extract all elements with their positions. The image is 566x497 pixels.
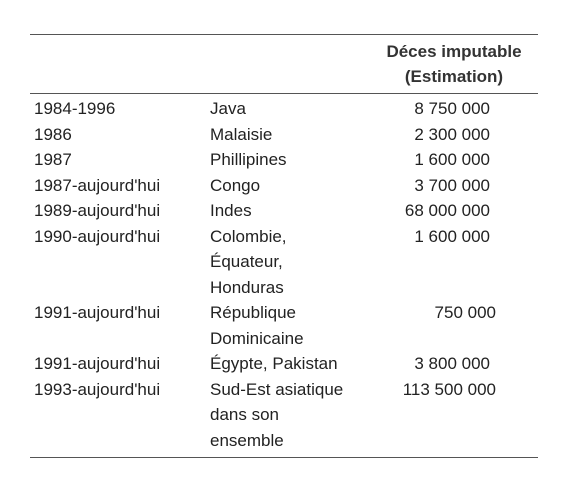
cell-deaths: 2 300 000: [414, 124, 490, 144]
cell-deaths: 1 600 000: [414, 150, 490, 169]
table-row: [30, 173, 538, 199]
cell-period: 1991-aujourd'hui: [34, 354, 161, 373]
cell-period: 1990-aujourd'hui: [34, 226, 161, 246]
table-header: [30, 35, 538, 94]
cell-period: 1987: [34, 150, 72, 169]
cell-country: [210, 147, 370, 173]
cell-country: [210, 122, 370, 148]
cell-country-line: République: [210, 303, 297, 322]
cell-country-line: Équateur,: [210, 252, 283, 271]
header-deaths-line2: (Estimation): [404, 67, 504, 86]
cell-country-line: Dominicaine: [210, 328, 304, 348]
table-row: [30, 224, 538, 301]
cell-period: 1993-aujourd'hui: [34, 379, 161, 399]
cell-country: [210, 198, 370, 224]
table-row: [30, 122, 538, 148]
cell-country-line: ensemble: [210, 430, 284, 450]
table-row: [30, 300, 538, 351]
header-deaths-line1: Déces imputable: [386, 42, 522, 61]
cell-deaths: 8 750 000: [414, 99, 490, 118]
table-row: [30, 147, 538, 173]
cell-deaths: 68 000 000: [404, 201, 490, 220]
cell-period: 1991-aujourd'hui: [34, 303, 161, 322]
cell-country-line: Égypte, Pakistan: [210, 354, 338, 373]
cell-period: 1986: [34, 124, 72, 144]
cell-deaths: 750 000: [434, 303, 496, 322]
cell-period: 1987-aujourd'hui: [34, 175, 161, 195]
cell-deaths: 113 500 000: [402, 379, 496, 399]
header-deaths: [370, 39, 538, 89]
table-row: [30, 377, 538, 454]
table-body: [30, 94, 538, 457]
cell-country-line: Java: [210, 99, 246, 118]
table-row: [30, 96, 538, 122]
cell-deaths: 1 600 000: [414, 226, 490, 246]
cell-country: [210, 173, 370, 199]
table-row: [30, 351, 538, 377]
table-row: [30, 198, 538, 224]
cell-country: [210, 300, 370, 351]
cell-country-line: Malaisie: [210, 124, 273, 144]
cell-country-line: Indes: [210, 201, 252, 220]
cell-period: 1989-aujourd'hui: [34, 201, 161, 220]
cell-country: [210, 377, 370, 454]
cell-deaths: 3 800 000: [414, 354, 490, 373]
header-empty-cell: [30, 39, 370, 89]
cell-country: [210, 224, 370, 301]
deaths-table: [30, 34, 538, 458]
cell-country-line: Congo: [210, 175, 261, 195]
cell-country-line: Honduras: [210, 277, 284, 297]
cell-country-line: dans son: [210, 405, 279, 424]
cell-country-line: Phillipines: [210, 150, 287, 169]
cell-country: [210, 351, 370, 377]
cell-deaths: 3 700 000: [414, 175, 490, 195]
cell-country-line: Sud-Est asiatique: [210, 379, 344, 399]
cell-country: [210, 96, 370, 122]
cell-period: 1984-1996: [34, 99, 116, 118]
cell-country-line: Colombie,: [210, 226, 287, 246]
